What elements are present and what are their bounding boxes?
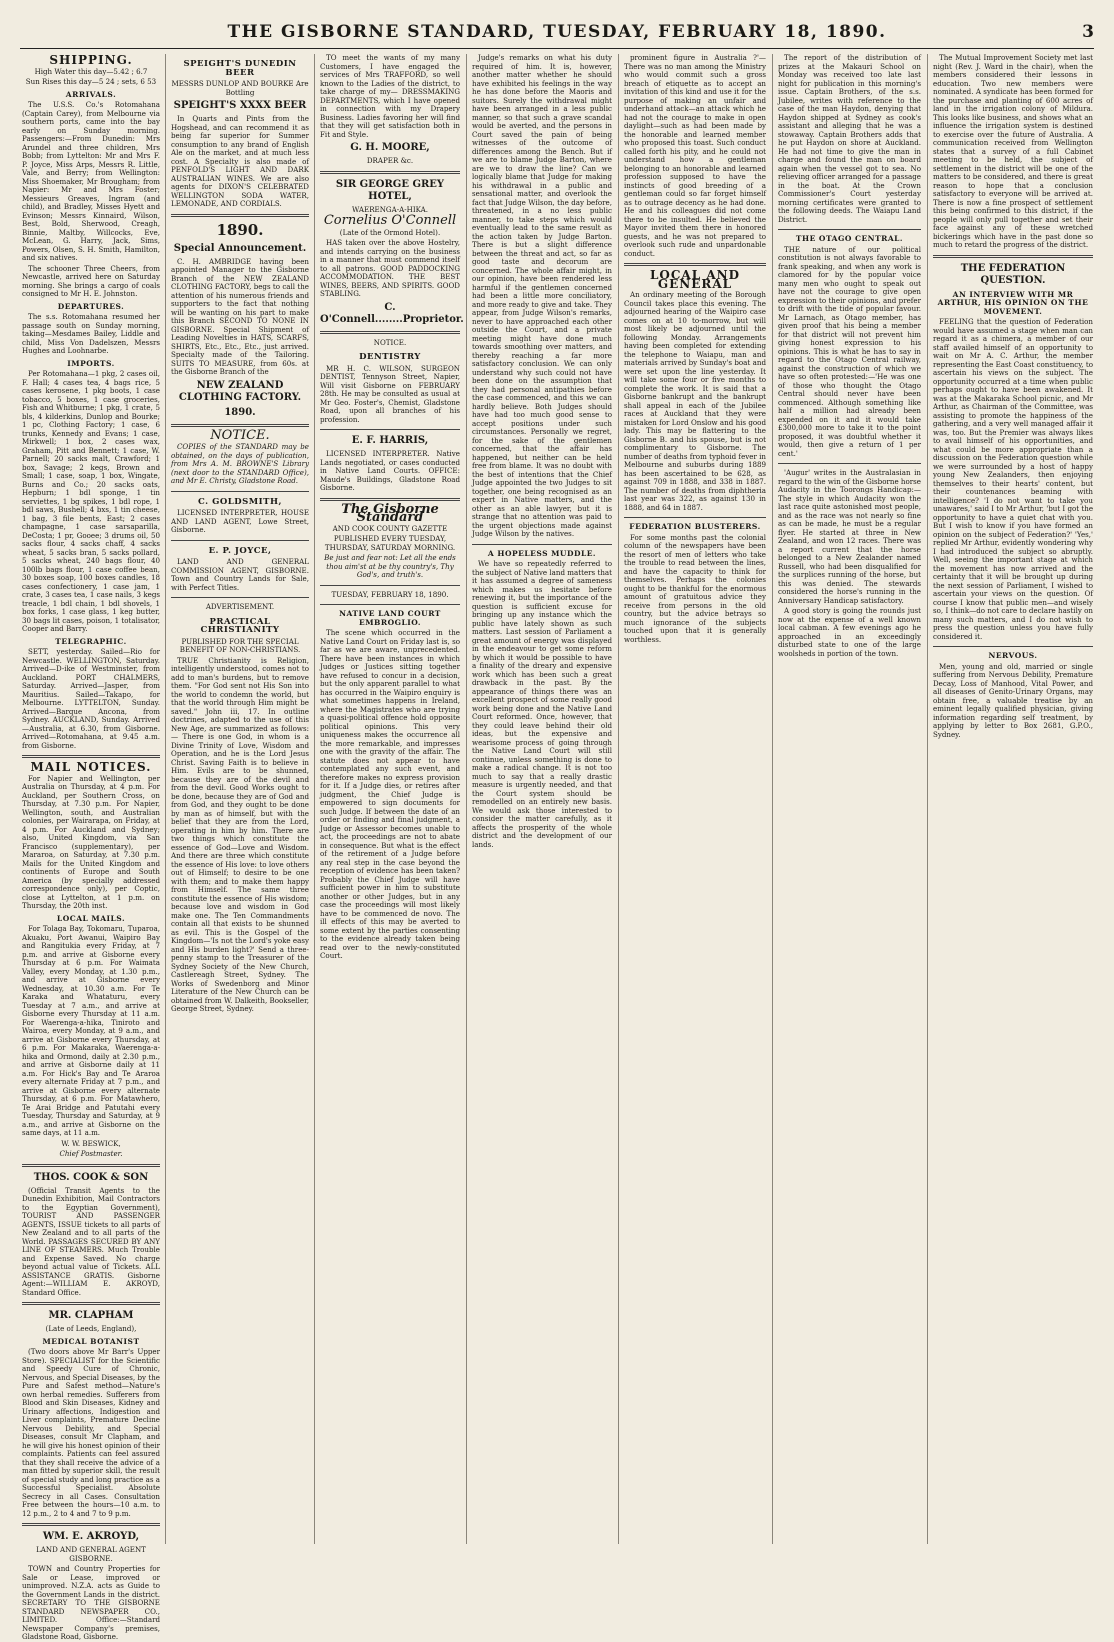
local-mails-heading: LOCAL MAILS. (56, 913, 126, 923)
local-heading: LOCAL AND GENERAL (649, 268, 741, 291)
akroyd-sub: LAND AND GENERAL AGENT GISBORNE. (36, 1545, 146, 1563)
column-7 (933, 54, 1093, 1544)
column-rule (466, 54, 467, 1544)
announce-year: 1890. (216, 220, 264, 239)
clapham-sub: (Late of Leeds, England), (45, 1324, 137, 1333)
divider (320, 585, 460, 586)
paper-title: The Gisborne Standard (341, 501, 439, 525)
goldsmith-heading: C. GOLDSMITH, (198, 496, 282, 507)
harris-heading: E. F. HARRIS, (351, 435, 429, 446)
factory-year: 1890. (224, 406, 256, 418)
column-5 (624, 54, 766, 1544)
paper-subtitle: AND COOK COUNTY GAZETTE (332, 523, 448, 533)
clapham-text: (Two doors above Mr Barr's Upper Store). SPECIALIST for the Scientific and Speedy Cure of Chronic, Nervous, and Special Diseases, by the Pure and Safest method—Nature's own herbal remedies. Sufferers from Blood and Skin Diseases, Kidney and Urinary affections, Indigestion and Liver complaints, Premature Decline Nervous Debility, and Special Diseases, consult Mr Clapham, and he will give his honest opinion of their complaints. Patients can feel assured that they shall receive the advice of a man fitted by superior skill, the result of special study and long practice as a Successful Specialist. Absolute Secrecy in all Cases. Consultation Free between the hours—10 a.m. to 12 p.m., 2 to 4 and 7 to 9 p.m. (22, 1347, 160, 1518)
column-rule (927, 54, 928, 1544)
clapham-heading: MR. CLAPHAM (48, 1310, 134, 1321)
hotel-heading: SIR GEORGE GREY HOTEL, (335, 178, 445, 202)
postmaster-title: Chief Postmaster. (59, 1149, 123, 1158)
divider (933, 255, 1093, 258)
paper-date: TUESDAY, FEBRUARY 18, 1890. (331, 589, 449, 599)
column-2 (171, 54, 309, 1544)
good-story-text: A good story is going the rounds just now at the expense of a well known local cabman. A few evenings ago he approached in an exceedingly disturbed state to one of the large woolsheds in portion of the town. (778, 606, 921, 658)
divider (320, 604, 460, 605)
column-rule (618, 54, 619, 1544)
nervous-heading: NERVOUS. (988, 651, 1038, 660)
divider (171, 214, 309, 217)
notice-heading: NOTICE. (210, 427, 270, 443)
divider (624, 517, 766, 518)
paper-publication: PUBLISHED EVERY TUESDAY, THURSDAY, SATURDAY MORNING. (324, 534, 456, 552)
federation-blusterers-heading: FEDERATION BLUSTERERS. (629, 522, 761, 531)
masthead (20, 22, 1094, 49)
harris-text: LICENSED INTERPRETER. Native Lands negotiated, or cases conducted in Native Land Courts. OFFICE: Maude's Buildings, Gladstone Road Gisborne. (320, 449, 460, 492)
dentistry-text: MR H. C. WILSON, SURGEON DENTIST, Tennyson Street, Napier, Will visit Gisborne on FEBRUARY 28th. He may be consulted as usual at Mr Geo. Foster's, Chemist, Gladstone Road, upon all branches of his profession. (320, 363, 460, 424)
schooner-text: The schooner Three Cheers, from Newcastle, arrived here on Saturday morning. She brings a cargo of coals consigned to Mr H. E. Johnston. (22, 263, 160, 298)
column-3 (320, 53, 464, 1544)
mail-heading: MAIL NOTICES. (30, 760, 152, 774)
divider (22, 755, 160, 758)
paper-motto: Be just and fear not: Let all the ends thou aim'st at be thy country's, Thy God's, and truth's. (324, 553, 456, 579)
speights-big: SPEIGHT'S XXXX BEER (173, 100, 307, 111)
local-mails-text: For Tolaga Bay, Tokomaru, Tuparoa, Akuaku, Port Awanui, Waipiro Bay and Rangitukia every Friday, at 7 p.m. and arrive at Gisborne every Thursday at 6 p.m. For Waimata Valley, every Monday, at 1.30 p.m., and arrive at Gisborne every Wednesday, at 10.30 a.m. For Te Karaka and Whataturu, every Tuesday at 7 a.m., and arrive at Gisborne every Thursday at 11 a.m. For Waerenga-a-hika, Tiniroto and Wairoa, every Monday, at 9 a.m., and arrive at Gisborne every Thursday, at 6 p.m. For Makaraka, Waerenga-a-hika and Ormond, daily at 2.30 p.m., and arrive at Gisborne daily at 11 a.m. For Hick's Bay and Te Araroa every alternate Friday at 7 p.m., and arrive at Gisborne every alternate Thursday, at 6 p.m. For Matawhero, Te Arai Bridge and Patutahi every Tuesday, Thursday and Saturday, at 9 a.m., and arrive at Gisborne on the same days, at 11 a.m. (22, 924, 160, 1137)
atlantic-text: prominent figure in Australia ?'—There was no man among the Ministry who would commit such a gross breach of etiquette as to accept an invitation of this kind and use it for the purpose of making an unfair and underhand attack—an attack which he had not the courage to make in open daylight—such as had been made by the honorable and learned member who proposed this toast. Such conduct called forth his pity, and he could not understand how a gentleman belonging to an honorable and learned profession supposed to have the instincts of good breeding of a gentleman could so far forget himself as to outrage decency as he had done. He and his colleagues did not come there to be insulted. He believed the Mayor invited them there in honored guests, and he was not prepared to overlook such rude and unpardonable conduct. (624, 53, 766, 258)
otago-text: THE nature of our political constitution is not always favorable to frank speaking, and when any work is clamored for by the popular voice many men who ought to speak out have not the courage to give open expression to their opinions, and prefer to drift with the tide of popular favour. Mr Larnach, as Otago member, has given proof that his being a member for that district will not prevent him giving honest expression to his opinions. This is what he has to say in regard to the Otago Central railway, against the construction of which we have so often protested:—'He was one of those who thought the Otago Central should never have been commenced. Although something like half a million had already been expended on it and it would take £300,000 more to take it to the point proposed, it was doubtful whether it would, then give a return of 1 per cent.' (778, 244, 921, 458)
practical-text: TRUE Christianity is Religion, intelligently understood, comes not to add to man's burdens, but to remove them. "For God sent not His Son into the world to condemn the world, but that the world through Him might be saved." John iii, 17. In outline doctrines, adapted to the use of this New Age, are summarized as follows:— There is one God, in whom is a Divine Trinity of Love, Wisdom and Operation, and he is the Lord Jesus Christ. Saving Faith is to believe in Him. Evils are to be shunned, because they are of the devil and from the devil. Good Works ought to be done, because they are of God and from God, and they ought to be done by man as of himself, but with the belief that they are from the Lord, operating in him by him. There are two things which constitute the essence of God—Love and Wisdom. And there are three which constitute the essence of His love: to love others out of Himself; to desire to be one with them; and to make them happy from Himself. The same three constitute the essence of His wisdom; because love and wisdom in God make one. The Ten Commandments contain all that exists to be shunned as evil. This is the Gospel of the Kingdom—'Is not the Lord's yoke easy and His burden light?' Send a three-penny stamp to the Treasurer of the Sydney Society of the New Church, Castlereagh Street, Sydney. The Works of Swedenborg and Minor Literature of the New Church can be obtained from W. Dalkeith, Bookseller, George Street, Sydney. (171, 655, 309, 1013)
column-rule (165, 54, 166, 1544)
divider (171, 597, 309, 598)
clapham-role: MEDICAL BOTANIST (42, 1336, 140, 1346)
column-rule (772, 54, 773, 1544)
announce-text: C. H. AMBRIDGE having been appointed Manager to the Gisborne Branch of the NEW ZEALAND CLOTHING FACTORY, begs to call the attention of his numerous friends and supporters to the fact that nothing will be wanting on his part to make this Branch SECOND TO NONE IN GISBORNE. Special Shipment of Leading Novelties in HATS, SCARFS, SHIRTS, Etc., Etc., Etc., just arrived. Specialty made of the Tailoring. SUITS TO MEASURE, from 60s. at the Gisborne Branch of the (171, 256, 309, 376)
local-text: An ordinary meeting of the Borough Council takes place this evening. The adjourned hearing of the Waipiro case comes on at 10 to-morrow, but will most likely be adjourned until the following Monday. Arrangements having been completed for extending the telephone to Waiapu, man and materials arrived by Sunday's boat and were set upon the line yesterday. It will take some four or five months to complete the work. It is said that a Gisborne bankrupt and the bankrupt shall appeal in each of the Jubilee races at Auckland that they were mistaken for Lord Onslow and his good lady. This may be flattering to the Gisborne B. and his spouse, but is not complimentary to Gisborne. The number of deaths from typhoid fever in Melbourne and suburbs during 1889 has been ascertained to be 628, as against 709 in 1888, and 338 in 1887. The number of deaths from diphtheria last year was 322, as against 130 in 1888, and 64 in 1887. (624, 290, 766, 512)
joyce-heading: E. P. JOYCE, (208, 545, 272, 556)
divider (22, 1302, 160, 1305)
moore-name: G. H. MOORE, (350, 142, 430, 153)
departures-text: The s.s. Rotomahana resumed her passage south on Sunday morning, taking—Mesdames Bailey, Liddle and child, Miss Von Dadelszen, Messrs Hughes and Loohnarbe. (22, 312, 160, 355)
cook-text: (Official Transit Agents to the Dunedin Exhibition, Mail Contractors to the Egyptian Government), TOURIST AND PASSENGER AGENTS, ISSUE tickets to all parts of New Zealand and to all parts of the World. PASSAGES SECURED BY ANY LINE OF STEAMERS. Much Trouble and Expense Saved. No charge beyond actual value of Tickets. ALL ASSISTANCE GRATIS. Gisborne Agent:—WILLIAM E. AKROYD, Standard Office. (22, 1185, 160, 1297)
divider (933, 646, 1093, 647)
departures-heading: DEPARTURES. (57, 301, 125, 311)
goldsmith-text: LICENSED INTERPRETER, HOUSE AND LAND AGENT, Lowe Street, Gisborne. (171, 508, 309, 534)
speights-agent: MESSRS DUNLOP AND BOURKE Are Bottling (171, 79, 309, 97)
column-1 (22, 53, 160, 1641)
embroglio-heading: NATIVE LAND COURT EMBROGLIO. (339, 609, 441, 627)
divider (320, 171, 460, 174)
divider (778, 229, 921, 230)
divider (171, 540, 309, 541)
divider (171, 424, 309, 427)
divider (778, 463, 921, 464)
akroyd-text: TOWN and Country Properties for Sale or Lease, improved or unimproved. N.Z.A. acts as Guide to the Government Lands in the district. SECRETARY TO THE GISBORNE STANDARD NEWSPAPER CO., LIMITED. Office:—Standard Newspaper Company's premises, Gladstone Road, Gisborne. (22, 1564, 160, 1641)
dentistry-heading: DENTISTRY (359, 352, 421, 362)
speights-text: In Quarts and Pints from the Hogshead, and can recommend it as being far superior for Summer consumption to any brand of English Ale on the market, and at much less cost. A Specialty is also made of PENFOLD'S LIGHT AND DARK AUSTRALIAN WINES. We are also agents for DIXON'S CELEBRATED WELLINGTON SODA WATER, LEMONADE, AND CORDIALS. (171, 114, 309, 208)
divider (472, 544, 612, 545)
telegraphic-text: SETT, yesterday. Sailed—Rio for Newcastle. WELLINGTON, Saturday. Arrived—D-ike of Westminster, from Auckland. PORT CHALMERS, Saturday. Arrived—Jasper, from Mauritius. Sailed—Takapo, for Melbourne. LYTTELTON, Sunday. Arrived—Barque Ancona, from Sydney. AUCKLAND, Sunday. Arrived—Australia, at 6.30, from Gisborne. Arrived—Rotomahana, at 9.45 a.m. from Gisborne. (22, 647, 160, 750)
hotel-text: HAS taken over the above Hostelry, and intends carrying on the business in a manner that must commend itself to all patrons. GOOD PADDOCKING ACCOMMODATION. THE BEST WINES, BEERS, AND SPIRITS. GOOD STABLING. (320, 238, 460, 298)
mutual-text: The Mutual Improvement Society met last night (Rev. J. Ward in the chair), when the members considered their lessons in education. Two new members were nominated. A syndicate has been formed for the purchase and planting of 600 acres of land in the irrigation colony of Mildura. This looks like business, and shows what an influence the irrigation system is destined to exercise over the future of Australia. A communication received from Wellington states that a survey of a full Cabinet meeting to be held, the subject of settlement in the district will be one of the matters to be considered, and there is great reason to hope that a conclusion satisfactory to everyone will be arrived at. There is now a fine prospect of settlement this being confirmed to this district, if the people will only pull together and set their face against any of these wretched bickerings which have in the past done so much to retard the progress of the district. (933, 53, 1093, 249)
divider (171, 491, 309, 492)
dentistry-notice: NOTICE. (373, 337, 407, 347)
hotel-owner-sub: (Late of the Ormond Hotel). (339, 227, 441, 237)
judge-text: Judge's remarks on what his duty required of him. It is, however, another matter whether he should have exhibited his feelings in the way he has done before the Maoris and suitors. Surely the withdrawal might have been arranged in a less public manner, so that such a grave scandal would be averted, and the persons in Court saved the pain of being witnesses of the outcome of differences among the Bench. But if we are to blame Judge Barton, where are we to draw the line? Can we logically blame that Judge for making his withdrawal in a public and sensational matter, and overlook the fact that Judge Wilson, the day before, threatened, in a no less public manner, to take steps which would eventually lead to the same result as the action taken by Judge Barton. There is but a slight difference between the threat and act, so far as good taste and decorum are concerned. The whole affair might, in our opinion, have been rendered less harmful if the gentlemen concerned had been a little more conciliatory, and more ready to give and take. They appear, from Judge Wilson's remarks, never to have approached each other outside the Court, and a private meeting might have done much towards smoothing over matters, and thereby reaching a far more satisfactory conclusion. We can only understand why such could not have been done on the assumption that they had personal antipathies before the case commenced, and this we can hardly believe. Both Judges should have had too much good sense to accept positions under such circumstances. Personally we regret, for the sake of the gentlemen concerned, that the affair has happened, but neither can be held free from blame. It was no doubt with the best of intentions that the Chief Judge appointed the two Judges to sit together, one being recognised as an expert in Native matters, and the other as an able lawyer, but it is strange that no attention was paid to the urgent objections made against Judge Wilson by the natives. (472, 53, 612, 538)
federation-interview: AN INTERVIEW WITH MR ARTHUR, HIS OPINION ON THE MOVEMENT. (937, 289, 1089, 316)
hotel-proprietor: C. O'Connell........Proprietor. (320, 301, 464, 325)
divider (22, 1523, 160, 1526)
federation-heading: THE FEDERATION QUESTION. (960, 262, 1066, 286)
embroglio-text: The scene which occurred in the Native Land Court on Friday last is, so far as we are aware, unprecedented. There have been instances in which Judges or Justices sitting together have refused to concur in a decision, but the only apparent parallel to what has occurred in the Waipiro enquiry is what sometimes happens in Ireland, where the Magistrates who are trying a quasi-political offence hold opposite political opinions. This very uniqueness makes the occurrence all the more remarkable, and impresses one with the gravity of the affair. The statute does not appear to have contemplated any such event, and therefore makes no express provision for it. If a Judge dies, or retires after judgment, the Chief Judge is empowered to sign documents for such Judge. If between the date of an order or finding and final judgment, a Judge or Assessor becomes unable to act, the proceedings are not to abate in consequence. But what is the effect of the retirement of a Judge before any real step in the case beyond the reception of evidence has been taken? Probably the Chief Judge will have sufficient power in him to substitute another or other Judges, but in any case the proceedings will most likely have to be commenced de novo. The ill effects of this may be averted to some extent by the parties consenting to the evidence already taken being read over to the newly-constituted Court. (320, 628, 460, 960)
divider (624, 263, 766, 266)
report-text: The report of the distribution of prizes at the Makauri School on Monday was received too late last night for publication in this morning's issue. Captain Brothers, of the s.s. Jubilee, writes with reference to the case of the man Haydon, denying that Haydon shipped at Sydney as cook's assistant and alleging that he was a stowaway. Captain Brothers adds that he put Haydon on shore at Auckland. He had not time to give the man in charge and found the man on board again when the vessel got to sea. No relieving officer arranged for a passage in the boat. At the Crown Commissioner's Court yesterday morning certificates were granted to the following deeds. The Waiapu Land District. (778, 53, 921, 224)
column-rule (314, 54, 315, 1544)
hotel-owner: Cornelius O'Connell (323, 213, 457, 228)
practical-sub: PUBLISHED FOR THE SPECIAL BENEFIT OF NON-CHRISTIANS. (179, 636, 301, 654)
divider (320, 429, 460, 430)
arrivals-heading: ARRIVALS. (65, 89, 117, 99)
divider (320, 331, 460, 334)
practical-heading: PRACTICAL CHRISTIANITY (200, 616, 280, 635)
shipping-heading: SHIPPING. (49, 53, 133, 67)
moore-text: TO meet the wants of my many Customers, I have engaged the services of Mrs TRAFFORD, so well known to the Ladies of the district, to take charge of my— DRESSMAKING DEPARTMENTS, which I have opened in connection with my Drapery Business. Ladies favoring her will find that they will get satisfaction both in Fit and Style. (320, 53, 460, 139)
postmaster-name: W. W. BESWICK, (61, 1138, 121, 1148)
federation-blusterers-text: For some months past the colonial column of the newspapers have been the resort of men of letters who take the trouble to read between the lines, and have the capacity to think for themselves. Perhaps the colonies ought to be thankful for the enormous amount of gratuitous advice they receive from persons in the old country, but the advice betrays so much ignorance of the subjects touched upon that it is generally worthless. (624, 532, 766, 644)
imports-heading: IMPORTS. (67, 358, 115, 368)
mail-text: For Napier and Wellington, per Australia on Thursday, at 4 p.m. For Auckland, per Southern Cross, on Thursday, at 7.30 p.m. For Napier, Wellington, south, and Australian colonies, per Wairarapa, on Friday, at 4 p.m. For Auckland and Sydney; also, United Kingdom, via San Francisco (supplementary), per Mararoa, on Saturday, at 7.30 p.m. Mails for the United Kingdom and continents of Europe and South America (by specially addressed correspondence only), per Coptic, close at Lyttelton, at 1 p.m. on Thursday, the 20th inst. (22, 773, 160, 910)
hotel-place: WAERENGA-A-HIKA. (351, 204, 429, 214)
akroyd-heading: WM. E. AKROYD, (42, 1531, 140, 1542)
notice-text: COPIES of the STANDARD may be obtained, on the days of publication, from Mrs A. M. BROWNE'S Library (next door to the STANDARD Office), and Mr E. Christy, Gladstone Road. (171, 442, 309, 485)
moore-role: DRAPER &c. (366, 156, 414, 165)
augur-text: 'Augur' writes in the Australasian in regard to the win of the Gisborne horse Audacity in the Toorongs Handicap:—The style in which Audacity won the last race quite astonished most people, and as the race was not nearly so fine as can be made, he must be a regular flyer. He started at three in New Zealand, and won 12 races. There was a report current that the horse belonged to a New Zealander named Russell, who had been disqualified for the surplices running of the horse, but this was denied. The stewards considered the horse's running in the Anniversary Handicap satisfactory. (778, 468, 921, 605)
divider (320, 498, 460, 501)
masthead-title: THE GISBORNE STANDARD, TUESDAY, FEBRUARY 18, 1890. (227, 22, 887, 42)
telegraphic-heading: TELEGRAPHIC. (55, 636, 127, 646)
column-4 (472, 54, 612, 1544)
high-water: High Water this day—5.42 ; 6.7 (34, 66, 148, 76)
otago-heading: THE OTAGO CENTRAL. (795, 234, 904, 243)
nervous-text: Men, young and old, married or single suffering from Nervous Debility, Premature Decay, Loss of Manhood, Vital Power, and all diseases of Genito-Urinary Organs, may obtain free, a valuable treatise by an eminent legally qualified physician, giving information regarding self treatment, by applying by letter to Box 2681, G.P.O., Sydney. (933, 661, 1093, 739)
muddle-text: We have so repeatedly referred to the subject of Native land matters that it has assumed a degree of sameness which makes us hesitate before renewing it, but the importance of the question is sufficient excuse for bringing up any instance which the public have lately shown as such matters. Last session of Parliament a great amount of energy was displayed in the endeavour to get some reform by which it would be possible to have a finality of the dreary and expensive work which has been such a great drawback in the past. By the appearance of things there was an excellent prospect of some really good work being done and the Native Land Court reformed. Once, however, that they could leave behind their old ideas, but the expensive and wearisome process of going through the Native Land Court will still continue, unless something is done to make a radical change. It is not too much to say that a really drastic measure is urgently needed, and that the Court system should be remodelled on an entirely new basis. We would ask those interested to consider the matter carefully, as it affects the prosperity of the whole district and the development of our lands. (472, 559, 612, 849)
advert-label: ADVERTISEMENT. (205, 602, 275, 611)
page-number: 3 (1082, 22, 1094, 42)
joyce-text: LAND AND GENERAL COMMISSION AGENT, GISBORNE. Town and Country Lands for Sale, with Perfect Titles. (171, 557, 309, 592)
speights-heading: SPEIGHT'S DUNEDIN BEER (183, 59, 297, 78)
announce-heading: Special Announcement. (173, 242, 307, 254)
cook-heading: THOS. COOK & SON (33, 1171, 149, 1183)
sun-rises: Sun Rises this day—5 24 ; sets, 6 53 (25, 77, 157, 86)
federation-text: FEELING that the question of Federation would have assumed a stage when man can regard it as a chimera, a member of our staff availed himself of an opportunity to wait on Mr A. C. Arthur, the member representing the East Coast constituency, to ascertain his views on the subject. The opportunity occurred at a time when public perhaps ought to have been awakened. It was at the Makaraka School picnic, and Mr Arthur, as Chairman of the Committee, was assisting to promote the happiness of the gathering, and a very well managed affair it was, too. But the Premier was always likes to avail himself of his opportunities, and what could be more appropriate than a discussion on the Federation question while we were surrounded by a host of happy young New Zealanders, then enjoying themselves to their hearts' content, but their countenances beaming with intelligence? 'I do not want to take you unawares,' said I to Mr Arthur, 'but I got the opportunity to have a quiet chat with you. But I wish to know if you have formed an opinion on the subject of Federation?' 'Yes,' replied Mr Arthur, evidently wondering why I had introduced the subject so abruptly. Well, seeing the important stage at which the movement has now arrived and the certainty that it will be brought up during the next session of Parliament, I wished to ascertain your views on the question. Of course I know that public men—and wisely so, I think—do not care to declare hastily on many such matters, and I do not wish to press the question unless you have fully considered it. (933, 317, 1094, 641)
imports-text: Per Rotomahana—1 pkg, 2 cases oil, F. Hall; 4 cases tea, 4 bags rice, 5 cases kerosene, 1 pkg boots, 1 case tobacco, 5 boxes, 1 case groceries, Fish and Whitburne; 1 pkg, 1 crate, 5 bls, 4 kilderkins, Dunlop and Bourke; 1 pc, Clothing Factory; 1 case, 6 trunks, Kennedy and Evans; 1 case, Mirkwell; 1 box, 2 cases wax, Graham, Pitt and Bennett; 1 case, W. Parnell; 20 sacks malt, Crawford; 1 box, Savage; 2 kegs, Brown and Small; 1 case, soap, 1 box, Wingate, Burns and Co.; 20 sacks oats, Hepburn; 1 bdl sponge, 1 tin serviettes, 1 bg spikes, 1 bdl rope, 1 bdl saws, Bushell; 4 bxs, 1 tin cheese, 1 bag, 3 file bents, East; 2 cases champagne, 1 case sarsaparilla, DeCosta; 1 pr, Gooee; 3 drums oil, 50 sacks flour, 4 sacks chaff, 4 sacks wheat, 5 sacks bran, 5 sacks pollard, 5 sacks wheat, 240 bags flour, 40 100lb bags flour, 1 case coffee bean, 30 boxes soap, 100 boxes candles, 18 cases confectionery, 1 case jam, 1 crate, 3 cases tea, 1 case nails, 3 kegs treacle, 1 bdl chain, 1 bdl shovels, 1 box forks, 1 case glass, 1 keg butter, 30 bags lit cases, poison, 1 totalisator, Cooper and Barry. (22, 369, 160, 633)
factory-name: NEW ZEALAND CLOTHING FACTORY. (178, 379, 302, 403)
column-6 (778, 54, 921, 1544)
muddle-heading: A HOPELESS MUDDLE. (487, 548, 597, 558)
arrivals-text: The U.S.S. Co.'s Rotomahana (Captain Carey), from Melbourne via southern ports, came into the bay early on Sunday morning. Passengers:—From Dunedin: Mrs Arundel and three children, Mrs Bobb; from Lyttelton: Mr and Mrs F. P. Joyce, Miss Arps, Messrs R. Little, Vale, and Berry; from Wellington: Miss Shoemaker, Mr Brougham; from Napier: Mr and Mrs Foster; Messieurs Greaves, Ingram (and child), and Bradley, Misses Hyett and Evinson; Messrs Kinnaird, Wilson, Best, Bold, Sherwood, Creagh, Binnie, Maltby, Willcocks, Eve, McLean, G. Harry, Jack, Sims, Powers, Olsen, S. H. Smith, Hamilton, and six natives. (22, 100, 160, 262)
divider (22, 1164, 160, 1167)
